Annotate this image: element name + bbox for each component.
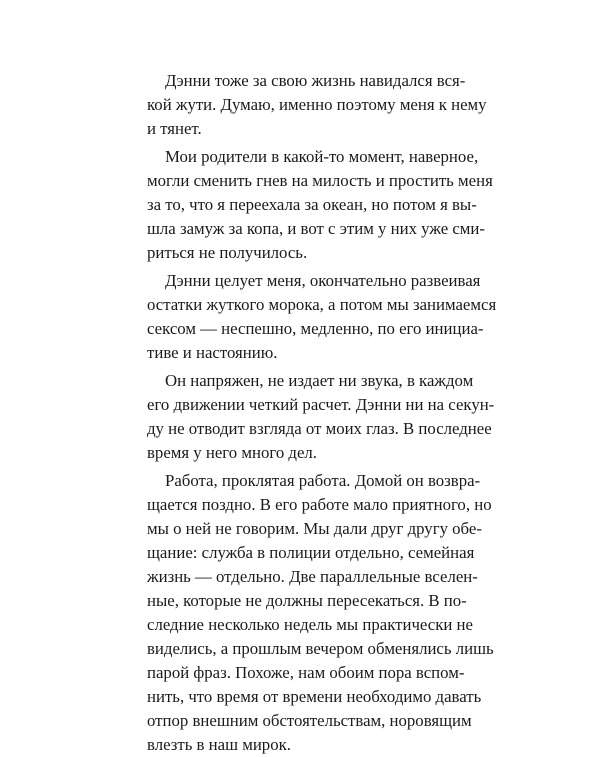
text-line: Дэнни тоже за свою жизнь навидался вся- <box>165 71 466 90</box>
text-line: и тянет. <box>147 119 202 138</box>
text-line: мы о ней не говорим. Мы дали друг другу обе- <box>147 519 482 538</box>
text-line: Он напряжен, не издает ни звука, в каждом <box>165 371 474 390</box>
text-line: ные, которые не должны пересекаться. В по- <box>147 591 467 610</box>
text-line: щание: служба в полиции отдельно, семейная <box>147 543 475 562</box>
text-line: ду не отводит взгляда от моих глаз. В последнее <box>147 419 492 438</box>
text-line: могли сменить гнев на милость и простить меня <box>147 171 493 190</box>
text-line: Дэнни целует меня, окончательно развеивая <box>165 271 481 290</box>
text-line: следние несколько недель мы практически не <box>147 615 473 634</box>
text-line: шла замуж за копа, и вот с этим у них уже сми- <box>147 219 485 238</box>
text-line: кой жути. Думаю, именно поэтому меня к нему <box>147 95 487 114</box>
text-line: остатки жуткого морока, а потом мы занимаемся <box>147 295 497 314</box>
text-line: парой фраз. Похоже, нам обоим пора вспом- <box>147 663 465 682</box>
text-line: время у него много дел. <box>147 443 317 462</box>
text-line: сексом — неспешно, медленно, по его инициа- <box>147 319 484 338</box>
text-line: риться не получилось. <box>147 243 308 262</box>
text-line: влезть в наш мирок. <box>147 735 291 754</box>
text-line: за то, что я переехала за океан, но потом я вы- <box>147 195 477 214</box>
text-line: виделись, а прошлым вечером обменялись лишь <box>147 639 494 658</box>
text-line: жизнь — отдельно. Две параллельные вселен- <box>147 567 478 586</box>
text-line: тиве и настоянию. <box>147 343 278 362</box>
text-line: отпор внешним обстоятельствам, норовящим <box>147 711 472 730</box>
text-line: щается поздно. В его работе мало приятного, но <box>147 495 492 514</box>
text-line: Мои родители в какой-то момент, наверное, <box>165 147 479 166</box>
text-line: его движении четкий расчет. Дэнни ни на секун- <box>147 395 495 414</box>
text-line: нить, что время от времени необходимо давать <box>147 687 482 706</box>
text-line: Работа, проклятая работа. Домой он возвра- <box>165 471 481 490</box>
